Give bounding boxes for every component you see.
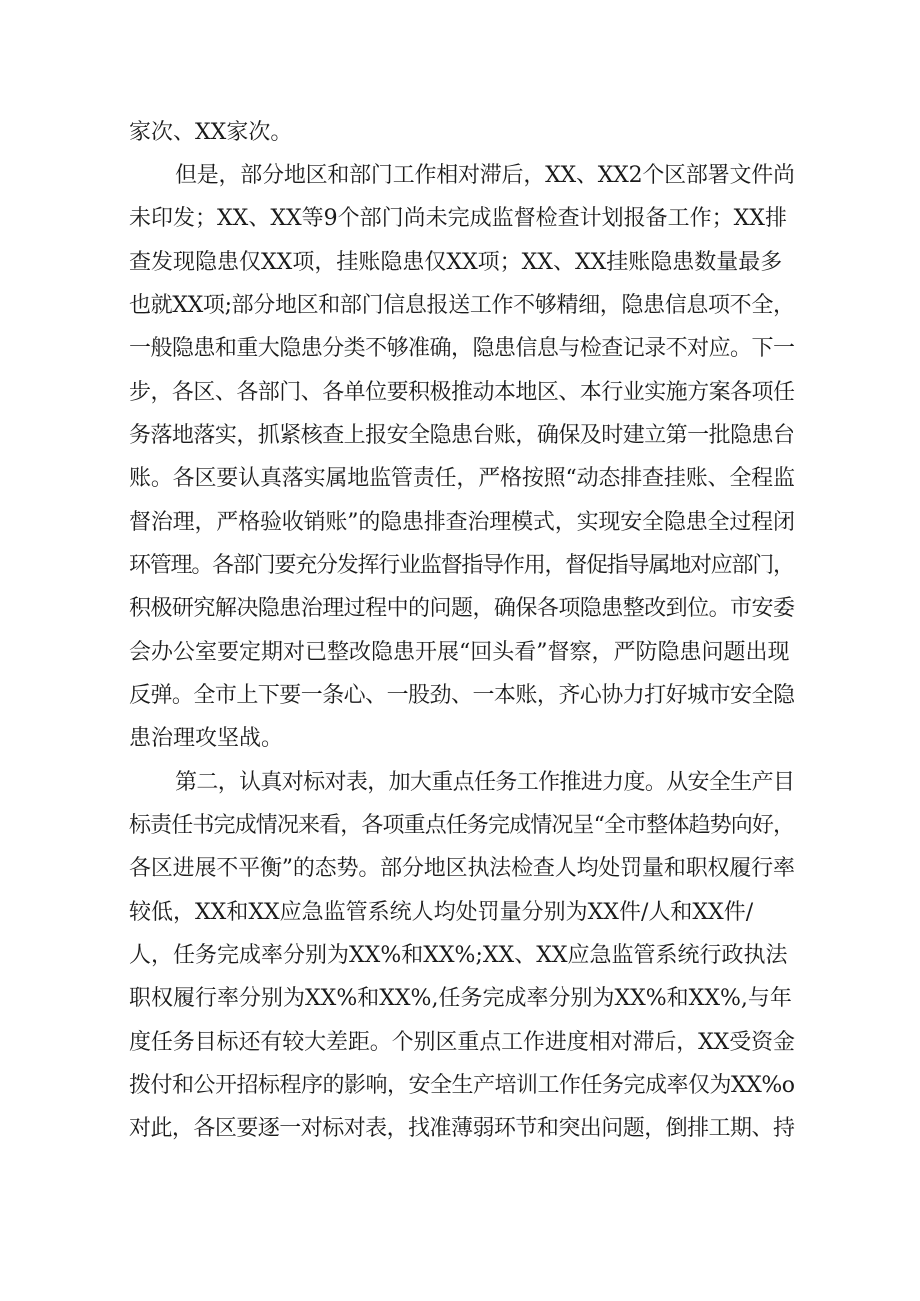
line-text: 账。各区要认真落实属地监管责任，严格按照“动态排查挂账、全程监	[129, 466, 795, 491]
line-text: 家次、XX家次。	[129, 120, 293, 145]
line-text: 务落地落实，抓紧核查上报安全隐患台账，确保及时建立第一批隐患台	[129, 423, 795, 448]
text-line	[0, 717, 920, 761]
line-text: 拨付和公开招标程序的影响，安全生产培训工作任务完成率仅为XX%o	[129, 1073, 795, 1098]
text-line	[0, 934, 920, 978]
line-text: 也就XX项;部分地区和部门信息报送工作不够精细，隐患信息项不全，	[129, 293, 795, 318]
text-line	[0, 761, 920, 805]
text-line	[0, 544, 920, 588]
line-text: 环管理。各部门要充分发挥行业监督指导作用，督促指导属地对应部门，	[129, 553, 794, 578]
text-line	[0, 371, 920, 415]
text-line	[0, 414, 920, 458]
line-text: 职权履行率分别为XX%和XX%,任务完成率分别为XX%和XX%,与年	[129, 986, 792, 1011]
line-text: 患治理攻坚战。	[129, 726, 284, 751]
text-line	[0, 674, 920, 718]
text-line	[0, 631, 920, 675]
line-text: 但是，部分地区和部门工作相对滞后，XX、XX2个区部署文件尚	[175, 163, 795, 188]
line-text: 各区进展不平衡”的态势。部分地区执法检查人均处罚量和职权履行率	[129, 856, 795, 881]
text-line	[0, 154, 920, 198]
text-line	[0, 587, 920, 631]
line-text: 反弹。全市上下要一条心、一股劲、一本账，齐心协力打好城市安全隐	[129, 683, 795, 708]
text-line	[0, 241, 920, 285]
line-text: 步，各区、各部门、各单位要积极推动本地区、本行业实施方案各项任	[129, 380, 795, 405]
line-text: 较低，XX和XX应急监管系统人均处罚量分别为XX件/人和XX件/	[129, 900, 754, 925]
text-line	[0, 1064, 920, 1108]
line-text: 一般隐患和重大隐患分类不够准确，隐患信息与检查记录不对应。下一	[129, 336, 795, 361]
text-line	[0, 891, 920, 935]
text-line	[0, 804, 920, 848]
line-text: 未印发；XX、XX等9个部门尚未完成监督检查计划报备工作；XX排	[129, 206, 787, 231]
text-line	[0, 284, 920, 328]
line-text: 人，任务完成率分别为XX%和XX%;XX、XX应急监管系统行政执法	[129, 943, 788, 968]
line-text: 第二，认真对标对表，加大重点任务工作推进力度。从安全生产目	[175, 770, 795, 795]
text-line	[0, 111, 920, 155]
text-line	[0, 1021, 920, 1065]
line-text: 积极研究解决隐患治理过程中的问题，确保各项隐患整改到位。市安委	[129, 596, 795, 621]
line-text: 查发现隐患仅XX项，挂账隐患仅XX项；XX、XX挂账隐患数量最多	[129, 250, 783, 275]
line-text: 对此，各区要逐一对标对表，找准薄弱环节和突出问题，倒排工期、持	[129, 1116, 795, 1141]
line-text: 督治理，严格验收销账”的隐患排查治理模式，实现安全隐患全过程闭	[129, 510, 795, 535]
line-text: 度任务目标还有较大差距。个别区重点工作进度相对滞后，XX受资金	[129, 1030, 795, 1055]
text-line	[0, 197, 920, 241]
text-line	[0, 1107, 920, 1151]
line-text: 标责任书完成情况来看，各项重点任务完成情况呈“全市整体趋势向好，	[129, 813, 795, 838]
line-text: 会办公室要定期对已整改隐患开展“回头看”督察，严防隐患问题出现	[129, 640, 790, 665]
text-line	[0, 327, 920, 371]
text-line	[0, 847, 920, 891]
text-line	[0, 501, 920, 545]
text-line	[0, 977, 920, 1021]
text-line	[0, 457, 920, 501]
